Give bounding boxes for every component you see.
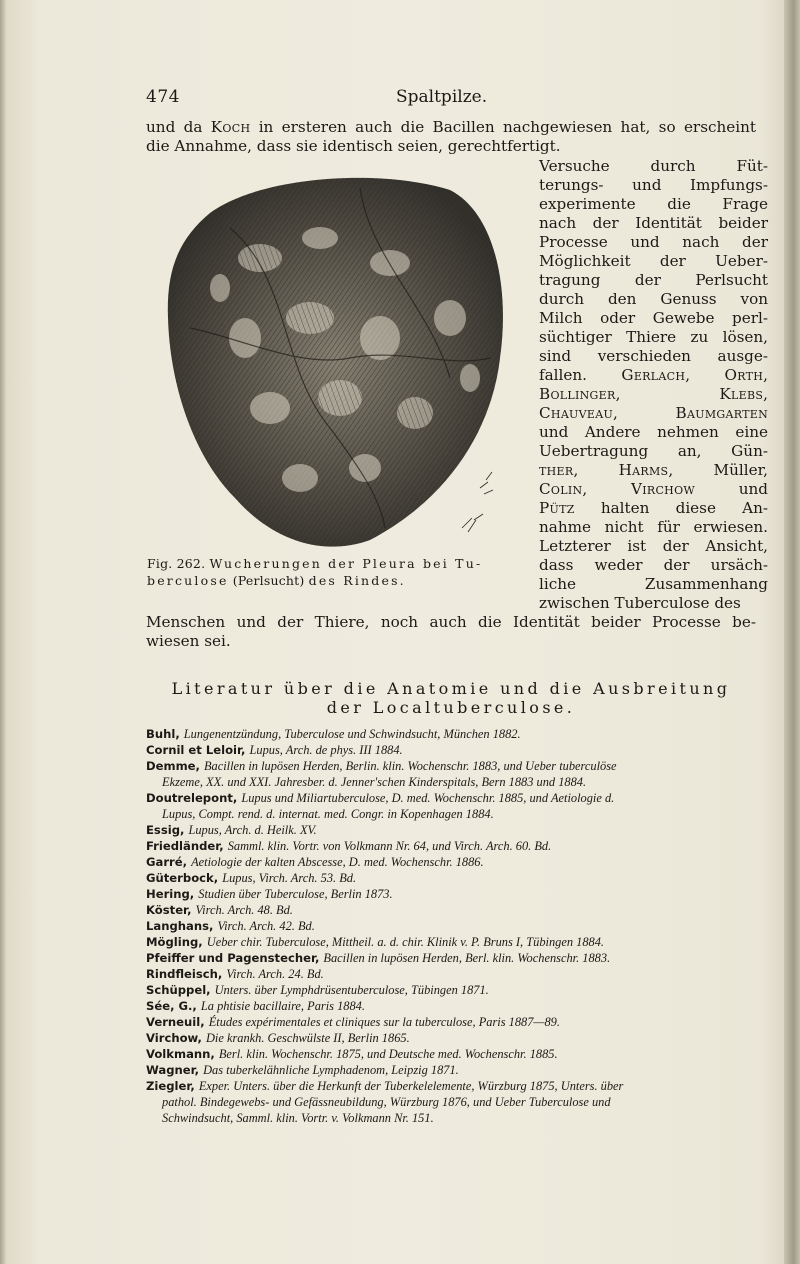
page-number: 474 — [146, 87, 180, 107]
text-line: tragung der Perlsucht — [539, 271, 768, 289]
figure-caption-line: Fig. 262. Wucherungen der Pleura bei Tu- — [147, 556, 483, 571]
text-line: Uebertragung an, Gün- — [539, 442, 768, 460]
text-line: Menschen und der Thiere, noch auch die Identität beider Processe be- — [146, 613, 756, 631]
literature-heading: der Localtuberculose. — [326, 698, 576, 717]
reference-entry: Sée, G., La phtisie bacillaire, Paris 1884. — [146, 999, 365, 1013]
reference-entry-continued: Lupus, Compt. rend. d. internat. med. Congr. in Kopenhagen 1884. — [162, 807, 494, 821]
reference-entry-continued: Schwindsucht, Samml. klin. Vortr. v. Volkmann Nr. 151. — [162, 1111, 434, 1125]
text-line: Pütz halten diese An- — [539, 499, 768, 517]
text-line: fallen. Gerlach, Orth, — [539, 366, 768, 384]
text-line: Möglichkeit der Ueber- — [539, 252, 768, 270]
text-line: süchtiger Thiere zu lösen, — [539, 328, 768, 346]
reference-entry: Doutrelepont, Lupus und Miliartuberculose, D. med. Wochenschr. 1885, und Aetiologie d. — [146, 791, 615, 805]
text-line: Versuche durch Füt- — [539, 157, 768, 175]
reference-entry: Rindfleisch, Virch. Arch. 24. Bd. — [146, 967, 324, 981]
text-line: terungs- und Impfungs- — [539, 176, 768, 194]
page-right-edge — [784, 0, 800, 1264]
reference-entry: Hering, Studien über Tuberculose, Berlin 1873. — [146, 887, 393, 901]
text-line: Processe und nach der — [539, 233, 768, 251]
reference-entry: Volkmann, Berl. klin. Wochenschr. 1875, und Deutsche med. Wochenschr. 1885. — [146, 1047, 558, 1061]
reference-entry: Mögling, Ueber chir. Tuberculose, Mittheil. a. d. chir. Klinik v. P. Bruns I, Tübingen 1884. — [146, 935, 605, 949]
reference-entry: Pfeiffer und Pagenstecher, Bacillen in lupösen Herden, Berl. klin. Wochenschr. 1883. — [146, 951, 611, 965]
text-line: Letzterer ist der Ansicht, — [539, 537, 768, 555]
reference-entry: Buhl, Lungenentzündung, Tuberculose und Schwindsucht, München 1882. — [146, 727, 521, 741]
reference-entry: Verneuil, Études expérimentales et cliniques sur la tuberculose, Paris 1887—89. — [146, 1015, 560, 1029]
text-line: Bollinger, Klebs, — [539, 385, 768, 403]
reference-entry: Friedländer, Samml. klin. Vortr. von Volkmann Nr. 64, und Virch. Arch. 60. Bd. — [146, 839, 552, 853]
text-line: wiesen sei. — [146, 632, 231, 650]
text-line: Chauveau, Baumgarten — [539, 404, 768, 422]
text-line: und Andere nehmen eine — [539, 423, 768, 441]
reference-entry: Virchow, Die krankh. Geschwülste II, Berlin 1865. — [146, 1031, 410, 1045]
reference-entry: Essig, Lupus, Arch. d. Heilk. XV. — [146, 823, 317, 837]
reference-entry: Wagner, Das tuberkelähnliche Lymphadenom, Leipzig 1871. — [146, 1063, 459, 1077]
text-line: und da Koch in ersteren auch die Bacillen nachgewiesen hat, so erscheint — [146, 118, 757, 136]
running-title: Spaltpilze. — [396, 87, 488, 107]
text-line: durch den Genuss von — [539, 290, 768, 308]
reference-entry: Garré, Aetiologie der kalten Abscesse, D. med. Wochenschr. 1886. — [146, 855, 484, 869]
text-line: Colin, Virchow und — [539, 480, 768, 498]
reference-entry: Demme, Bacillen in lupösen Herden, Berlin. klin. Wochenschr. 1883, und Ueber tuberculöse — [146, 759, 617, 773]
text-line: liche Zusammenhang — [539, 575, 768, 593]
text-line: nahme nicht für erwiesen. — [539, 518, 768, 536]
figure-caption-line: berculose (Perlsucht) des Rindes. — [147, 573, 406, 588]
text-line: sind verschieden ausge- — [539, 347, 768, 365]
text-line: ther, Harms, Müller, — [539, 461, 768, 479]
text-line: dass weder der ursäch- — [539, 556, 768, 574]
page-left-edge — [0, 0, 6, 1264]
text-line: experimente die Frage — [539, 195, 768, 213]
reference-entry-continued: Ekzeme, XX. und XXI. Jahresber. d. Jenner'schen Kinderspitals, Bern 1883 und 1884. — [162, 775, 587, 789]
reference-entry: Köster, Virch. Arch. 48. Bd. — [146, 903, 293, 917]
page-header — [0, 87, 800, 111]
figure-pleura-illustration — [150, 168, 515, 548]
pleura-engraving — [150, 168, 515, 548]
text-line: nach der Identität beider — [539, 214, 768, 232]
literature-heading: Literatur über die Anatomie und die Ausbreitung — [171, 679, 731, 698]
reference-entry-continued: pathol. Bindegewebs- und Gefässneubildung, Würzburg 1876, und Ueber Tuberculose und — [162, 1095, 611, 1109]
reference-entry: Ziegler, Exper. Unters. über die Herkunft der Tuberkelelemente, Würzburg 1875, Unters. über — [146, 1079, 624, 1093]
reference-entry: Güterbock, Lupus, Virch. Arch. 53. Bd. — [146, 871, 357, 885]
reference-entry: Schüppel, Unters. über Lymphdrüsentuberculose, Tübingen 1871. — [146, 983, 489, 997]
reference-entry: Langhans, Virch. Arch. 42. Bd. — [146, 919, 315, 933]
text-line: die Annahme, dass sie identisch seien, gerechtfertigt. — [146, 137, 561, 155]
text-line: zwischen Tuberculose des — [539, 594, 741, 612]
text-line: Milch oder Gewebe perl- — [539, 309, 768, 327]
reference-entry: Cornil et Leloir, Lupus, Arch. de phys. III 1884. — [146, 743, 403, 757]
